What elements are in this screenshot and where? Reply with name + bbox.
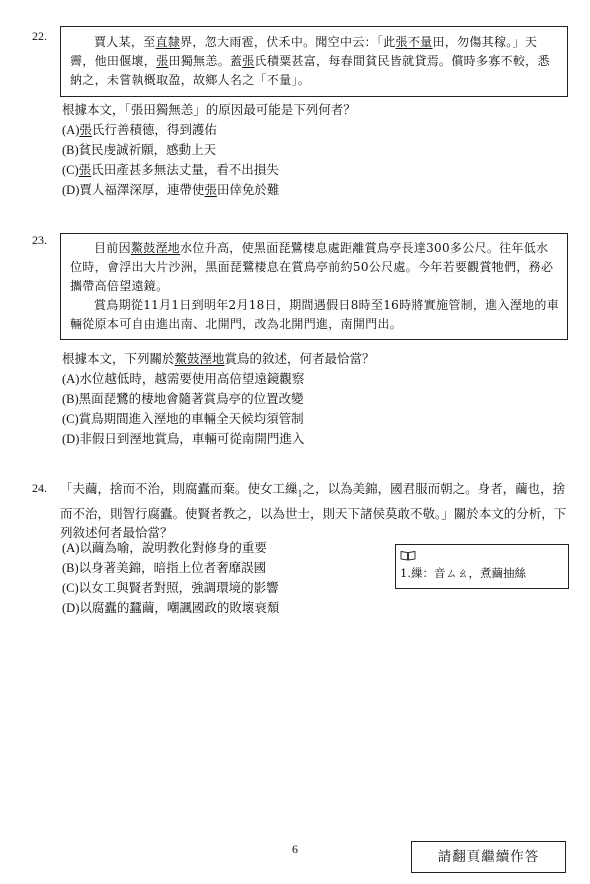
text-run: 氏田產甚多無法丈量，看不出損失 <box>91 162 279 177</box>
text-run: 目前因 <box>94 241 131 255</box>
q22-question: 根據本文，「張田獨無恙」的原因最可能是下列何者？ <box>62 102 356 117</box>
text-run: 田，勿傷其稼。」天霽，他田偃壞， <box>70 35 538 68</box>
proper-noun: 張不量 <box>395 35 433 49</box>
option-text: 黑面琵鷺的棲地會隨著賞鳥亭的位置改變 <box>78 391 304 406</box>
option-label: (B) <box>62 561 79 575</box>
option-label: (A) <box>62 123 80 137</box>
option-d <box>62 429 304 449</box>
page-number: 6 <box>292 842 298 856</box>
question-number: 23. <box>32 233 47 247</box>
option-label: (C) <box>62 412 79 426</box>
proper-noun: 直隸 <box>155 35 181 49</box>
text-run: 賞鳥期從11月1日到明年2月18日，期間遇假日8時至16時將實施管制，進入溼地的車輛從原本可自由進出南、北開門，改為北開門進，南開門出。 <box>70 298 560 331</box>
option-label: (A) <box>62 541 80 555</box>
option-label: (D) <box>62 183 80 197</box>
text-run: 氏積粟甚富，每春間貧民皆就貸焉。償時多寡不較，悉納之，未嘗執概取盈，故鄉人名之「不量」。 <box>70 54 550 87</box>
text-run: 賞鳥的敘述，何者最恰當？ <box>224 351 375 366</box>
q24-passage-text: 「夫繭，捨而不治，則腐蠹而棄。使女工繅$_1$之，以為美錦，國君服而朝之。身者，繭也，捨而不治，則智行腐蠹。使賢者教之，以為世士，則天下諸侯莫敢不敬。」關於本文的分析，下列敘述何者最恰當？ <box>60 481 567 540</box>
proper-noun: 鰲鼓溼地 <box>174 351 225 366</box>
text-run: 貧民虔誠祈願，感動上天 <box>78 142 217 157</box>
q24-options <box>62 538 279 618</box>
option-label: (B) <box>62 392 79 406</box>
text-run: 水位升高，使黑面琵鷺棲息處距離賞鳥亭長達300多公尺。往年低水位時，會浮出大片沙洲，黑面琵鷺棲息在賞鳥亭前約50公尺處。今年若要觀賞牠們，務必攜帶高倍望遠鏡。 <box>70 241 554 293</box>
q23-passage-box <box>60 233 568 340</box>
annotation-box <box>395 544 569 589</box>
option-c <box>62 409 304 429</box>
proper-noun: 張 <box>156 54 169 68</box>
q23-paragraph <box>70 239 560 296</box>
turn-page-notice: 請翻頁繼續作答 <box>411 841 566 873</box>
option-d <box>62 598 279 618</box>
text-run: 田倖免於難 <box>216 182 280 197</box>
text-run: 氏行善積德，得到護佑 <box>91 122 217 137</box>
question-number: 22. <box>32 29 47 43</box>
text-run: 賈人福澤深厚，連帶使 <box>79 182 205 197</box>
option-text: 非假日到溼地賞鳥，車輛可從南開門進入 <box>79 431 305 446</box>
q22-passage-box <box>60 26 568 97</box>
option-a <box>62 538 279 558</box>
option-label: (B) <box>62 143 79 157</box>
proper-noun: 張 <box>204 182 217 197</box>
q22-options <box>62 120 279 200</box>
text-run: 田獨無恙。蓋 <box>168 54 243 68</box>
option-text: 以繭為喻，說明教化對修身的重要 <box>79 540 267 555</box>
option-text: 水位越低時，越需要使用高倍望遠鏡觀察 <box>79 371 305 386</box>
proper-noun: 張 <box>242 54 255 68</box>
option-b <box>62 140 279 160</box>
proper-noun: 鰲鼓溼地 <box>130 241 181 255</box>
option-a <box>62 369 304 389</box>
proper-noun: 張 <box>79 122 92 137</box>
q23-question <box>62 350 375 367</box>
option-a <box>62 120 279 140</box>
option-text: 賞鳥期間進入溼地的車輛全天候均須管制 <box>78 411 304 426</box>
q23-paragraph <box>70 296 560 334</box>
text-run: 賈人某，至 <box>94 35 156 49</box>
option-b <box>62 558 279 578</box>
text-run: 根據本文，下列關於 <box>62 351 175 366</box>
option-label: (C) <box>62 581 79 595</box>
option-text: 以腐蠹的蠶繭，嘲諷國政的敗壞衰頹 <box>79 600 280 615</box>
option-d <box>62 180 279 200</box>
option-label: (D) <box>62 432 80 446</box>
option-c <box>62 160 279 180</box>
question-number: 24. <box>32 481 47 495</box>
book-icon <box>400 549 564 565</box>
option-text: 以女工與賢者對照，強調環境的影響 <box>78 580 279 595</box>
text-run: 界，忽大雨雹，伏禾中。聞空中云：「此 <box>180 35 396 49</box>
q22-passage-text <box>70 33 560 90</box>
option-c <box>62 578 279 598</box>
option-text: 以身著美錦，暗指上位者奢靡誤國 <box>78 560 267 575</box>
option-label: (D) <box>62 601 80 615</box>
annotation-text: 1.繅：音ㄙㄠ，煮繭抽絲 <box>400 566 526 580</box>
proper-noun: 張 <box>78 162 92 177</box>
option-label: (A) <box>62 372 80 386</box>
option-label: (C) <box>62 163 79 177</box>
option-b <box>62 389 304 409</box>
q23-options <box>62 369 304 449</box>
